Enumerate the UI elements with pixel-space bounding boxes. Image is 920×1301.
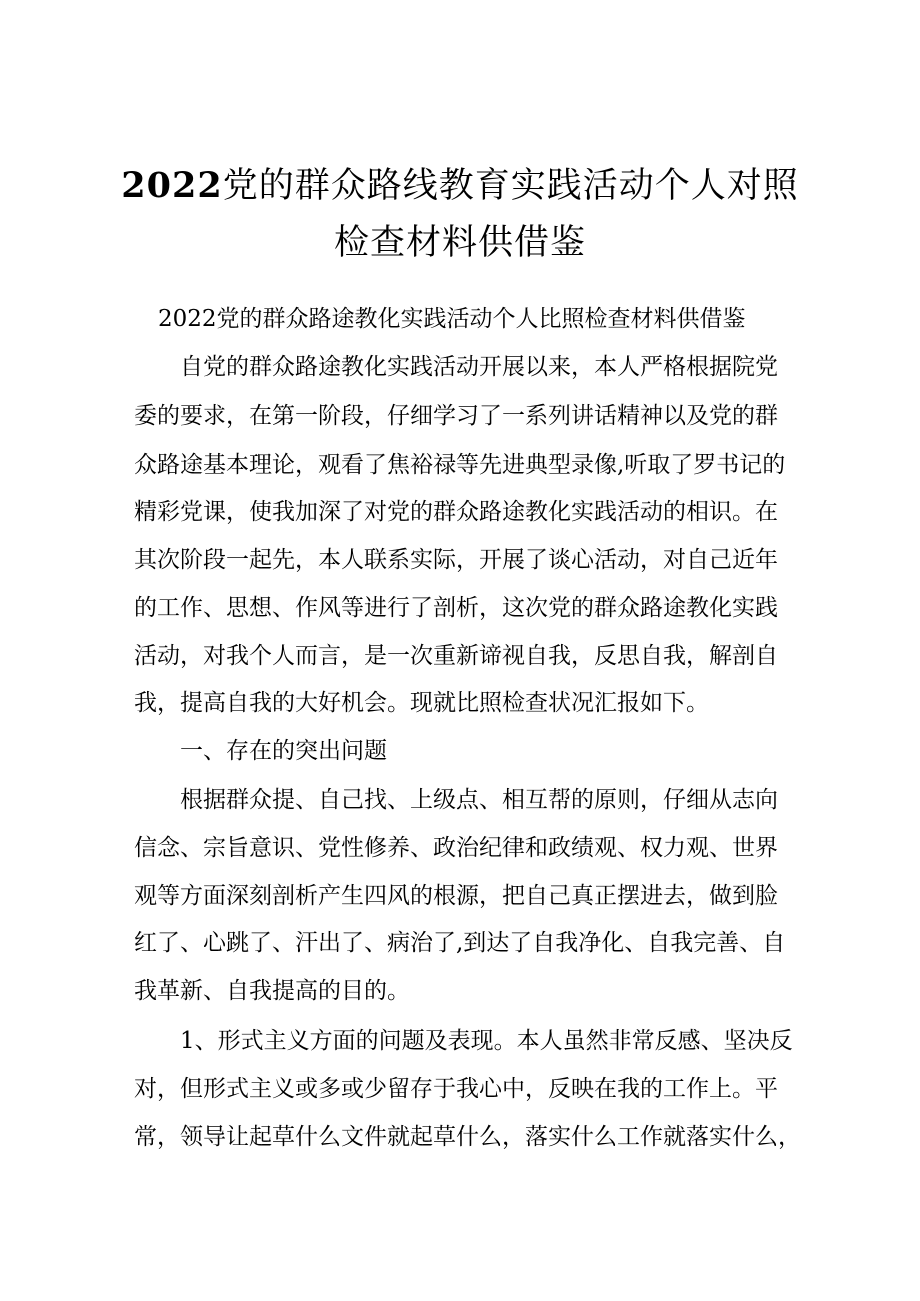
paragraph-line: 其次阶段一起先，本人联系实际，开展了谈心活动，对自己近年 bbox=[134, 547, 778, 573]
section-heading: 一、存在的突出问题 bbox=[180, 738, 387, 764]
paragraph-line: 活动，对我个人而言，是一次重新谛视自我，反思自我，解剖自 bbox=[134, 643, 778, 669]
paragraph-line: 1、形式主义方面的问题及表现。本人虽然非常反感、坚决反 bbox=[180, 1028, 793, 1054]
title-year: 2022 bbox=[121, 165, 223, 206]
title-text: 党的群众路线教育实践活动个人对照 bbox=[222, 166, 799, 206]
paragraph-line: 自党的群众路途教化实践活动开展以来，本人严格根据院党 bbox=[180, 354, 778, 380]
document-title-line-1 bbox=[60, 165, 860, 206]
paragraph-line: 信念、宗旨意识、党性修养、政治纪律和政绩观、权力观、世界 bbox=[134, 835, 778, 861]
paragraph-line: 红了、心跳了、汗出了、病治了,到达了自我净化、自我完善、自 bbox=[134, 930, 786, 956]
paragraph-line: 观等方面深刻剖析产生四风的根源，把自己真正摆进去，做到脸 bbox=[134, 883, 778, 909]
document-title-line-2: 检查材料供借鉴 bbox=[333, 223, 586, 263]
paragraph-line: 根据群众提、自己找、上级点、相互帮的原则，仔细从志向 bbox=[180, 787, 778, 813]
paragraph-line: 委的要求，在第一阶段，仔细学习了一系列讲话精神以及党的群 bbox=[134, 403, 778, 429]
document-subtitle: 2022党的群众路途教化实践活动个人比照检查材料供借鉴 bbox=[158, 306, 746, 332]
paragraph-line: 我革新、自我提高的目的。 bbox=[134, 978, 410, 1004]
paragraph-line: 我，提高自我的大好机会。现就比照检查状况汇报如下。 bbox=[134, 690, 709, 716]
paragraph-line: 对，但形式主义或多或少留存于我心中，反映在我的工作上。平 bbox=[134, 1076, 778, 1102]
paragraph-line: 常，领导让起草什么文件就起草什么，落实什么工作就落实什么， bbox=[134, 1124, 801, 1150]
paragraph-line: 的工作、思想、作风等进行了剖析，这次党的群众路途教化实践 bbox=[134, 595, 778, 621]
paragraph-line: 众路途基本理论，观看了焦裕禄等先进典型录像,听取了罗书记的 bbox=[134, 452, 786, 478]
paragraph-line: 精彩党课，使我加深了对党的群众路途教化实践活动的相识。在 bbox=[134, 499, 778, 525]
